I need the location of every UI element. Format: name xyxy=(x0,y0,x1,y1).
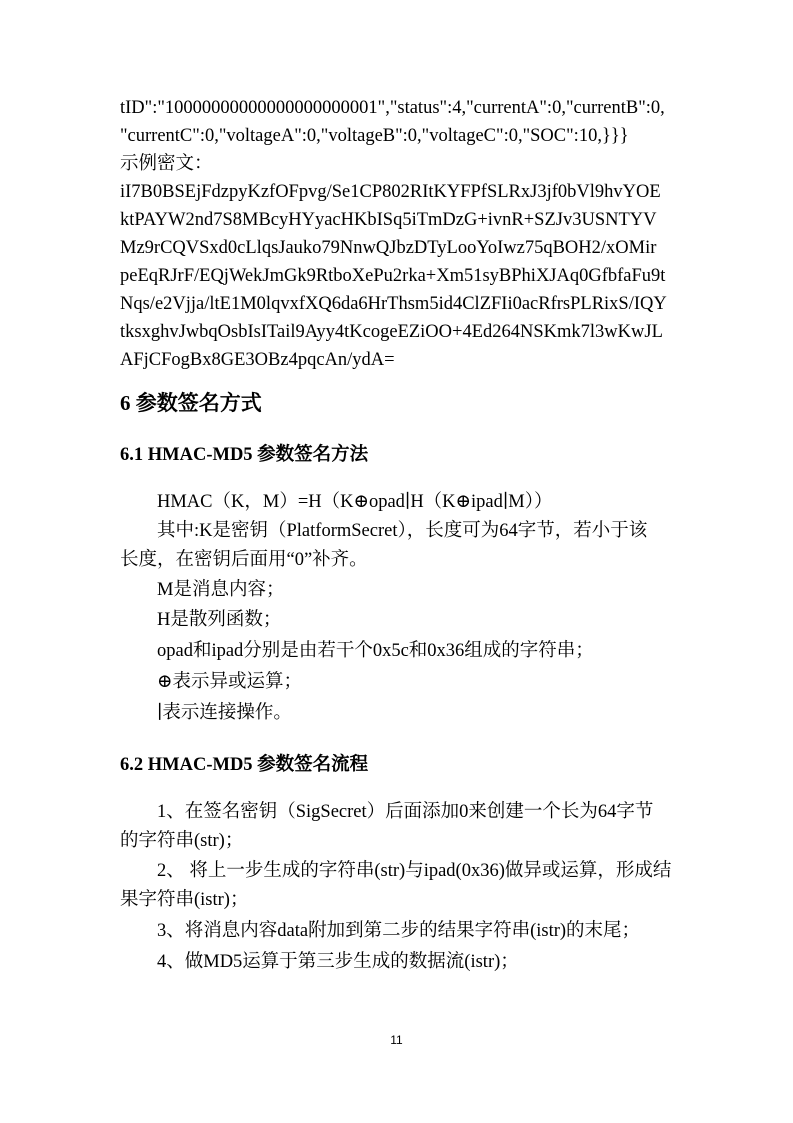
step-line: 3、将消息内容data附加到第二步的结果字符串(istr)的末尾； xyxy=(157,921,641,941)
page-number: 11 xyxy=(390,1033,403,1047)
paragraph-line: 其中:K是密钥（PlatformSecret），长度可为64字节，若小于该 xyxy=(157,521,648,541)
step-line: 果字符串(istr)； xyxy=(120,890,249,910)
section-heading-6-2: 6.2 HMAC-MD5 参数签名流程 xyxy=(120,755,369,775)
cipher-line: tksxghvJwbqOsbIsITail9Ayy4tKcogeEZiOO+4Ed264NSKmk7l3wKwJL xyxy=(120,322,663,342)
step-line: 2、 将上一步生成的字符串(str)与ipad(0x36)做异或运算，形成结 xyxy=(157,861,672,881)
section-heading-6-1: 6.1 HMAC-MD5 参数签名方法 xyxy=(120,445,369,465)
cipher-line: iI7B0BSEjFdzpyKzfOFpvg/Se1CP802RItKYFPfSLRxJ3jf0bVl9hvYOE xyxy=(120,182,661,202)
cipher-line: Mz9rCQVSxd0cLlqsJauko79NnwQJbzDTyLooYoIwz75qBOH2/xOMir xyxy=(120,238,657,258)
json-example-line-1: tID":"10000000000000000000001","status":4,"currentA":0,"currentB":0, xyxy=(120,98,665,118)
paragraph-line: opad和ipad分别是由若干个0x5c和0x36组成的字符串； xyxy=(157,641,594,661)
step-line: 的字符串(str)； xyxy=(120,831,244,851)
step-line: 4、做MD5运算于第三步生成的数据流(istr)； xyxy=(157,952,519,972)
paragraph-line: 长度，在密钥后面用“0”补齐。 xyxy=(120,550,368,570)
paragraph-line: H是散列函数； xyxy=(157,610,282,630)
paragraph-line: M是消息内容； xyxy=(157,580,285,600)
cipher-line: ktPAYW2nd7S8MBcyHYyacHKbISq5iTmDzG+ivnR+SZJv3USNTYV xyxy=(120,210,657,230)
cipher-line: Nqs/e2Vjja/ltE1M0lqvxfXQ6da6HrThsm5id4ClZFIi0acRfrsPLRixS/IQY xyxy=(120,294,667,314)
cipher-line: peEqRJrF/EQjWekJmGk9RtboXePu2rka+Xm51syBPhiXJAq0GfbfaFu9t xyxy=(120,266,666,286)
section-heading-6: 6 参数签名方式 xyxy=(120,391,262,415)
json-example-line-2: "currentC":0,"voltageA":0,"voltageB":0,"voltageC":0,"SOC":10,}}} xyxy=(120,126,629,146)
step-line: 1、在签名密钥（SigSecret）后面添加0来创建一个长为64字节 xyxy=(157,802,654,822)
cipher-label: 示例密文： xyxy=(120,154,213,174)
hmac-formula: HMAC（K，M）=H（K⊕opad∣H（K⊕ipad∣M）） xyxy=(157,492,553,512)
paragraph-line: ⊕表示异或运算； xyxy=(157,672,303,692)
paragraph-line: ∣表示连接操作。 xyxy=(157,703,292,723)
cipher-line: AFjCFogBx8GE3OBz4pqcAn/ydA= xyxy=(120,350,395,370)
